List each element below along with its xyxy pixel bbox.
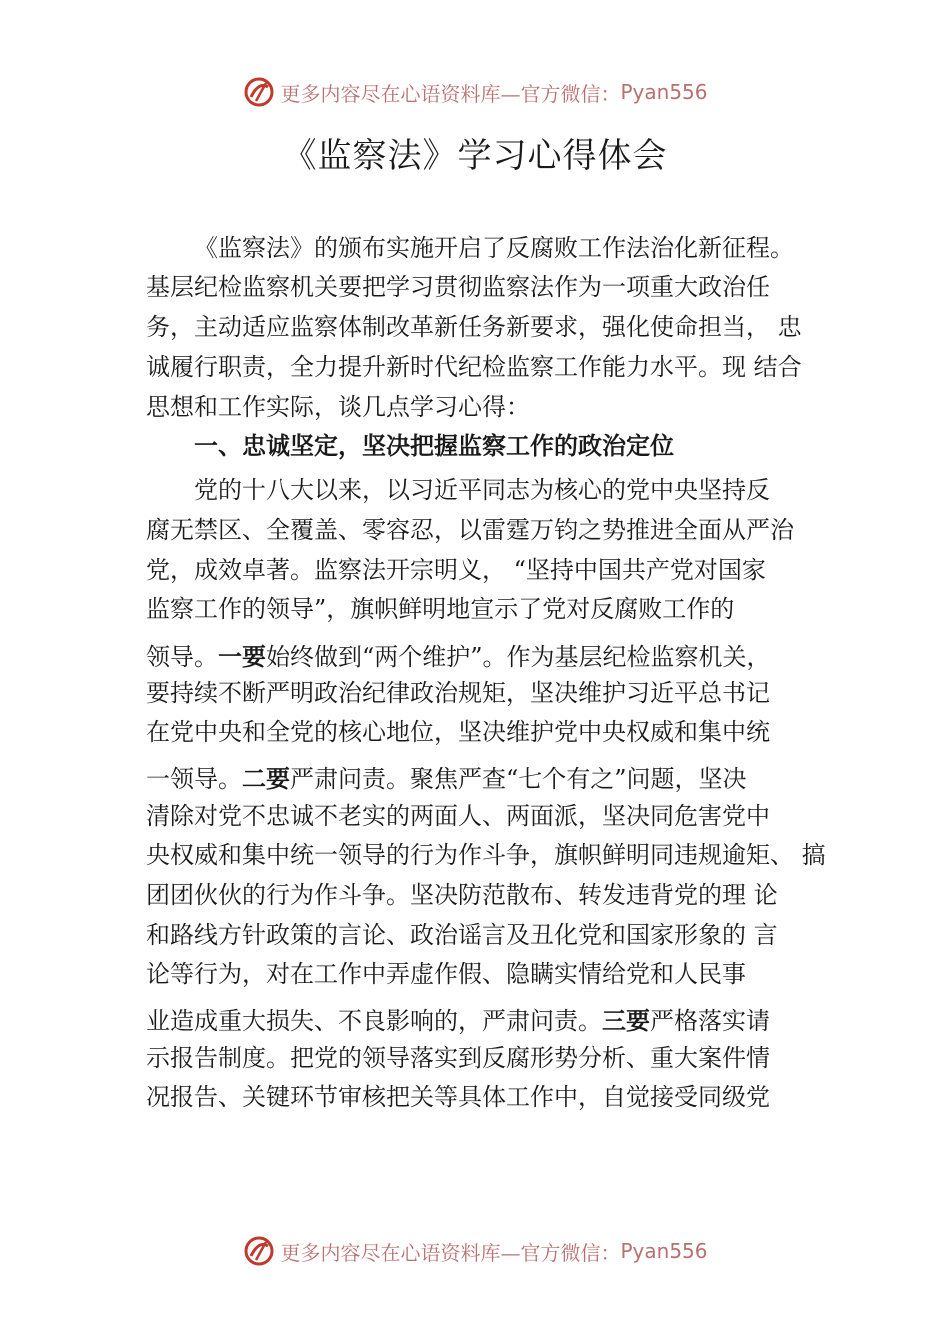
logo-icon: [242, 75, 276, 109]
paragraph-line: 清除对党不忠诚不老实的两面人、两面派，坚决同危害党中: [146, 802, 770, 830]
paragraph-line: 示报告制度。把党的领导落实到反腐形势分析、重大案件情: [146, 1044, 770, 1072]
paragraph-line: 党，成效卓著。监察法开宗明义， “坚持中国共产党对国家: [146, 556, 766, 584]
paragraph-line: 要持续不断严明政治纪律政治规矩，坚决维护习近平总书记: [146, 679, 770, 707]
paragraph-line: 监察工作的领导”，旗帜鲜明地宣示了党对反腐败工作的: [146, 595, 735, 623]
header-banner: [0, 70, 950, 114]
keyword-two: 二要: [242, 765, 290, 793]
banner-text: 更多内容尽在心语资料库—官方微信：: [280, 1240, 621, 1265]
banner-wechat-id: Pyan556: [620, 80, 708, 104]
paragraph-line: 论等行为，对在工作中弄虚作假、隐瞒实情给党和人民事: [146, 960, 746, 988]
page-title: 《监察法》学习心得体会: [282, 136, 668, 176]
paragraph-line: 业造成重大损失、不良影响的，严肃问责。三要严格落实请: [146, 1007, 770, 1035]
paragraph-line: 务，主动适应监察体制改革新任务新要求，强化使命担当， 忠: [146, 313, 802, 341]
paragraph-line: 思想和工作实际，谈几点学习心得：: [146, 393, 530, 421]
paragraph-line: 况报告、关键环节审核把关等具体工作中，自觉接受同级党: [146, 1083, 770, 1111]
banner-wechat-id: Pyan556: [620, 1239, 708, 1263]
keyword-three: 三要: [602, 1007, 650, 1035]
banner-text: 更多内容尽在心语资料库—官方微信：: [280, 81, 621, 106]
footer-banner: [0, 1229, 950, 1273]
paragraph-line: 腐无禁区、全覆盖、零容忍，以雷霆万钧之势推进全面从严治: [146, 516, 794, 544]
keyword-one: 一要: [218, 643, 266, 671]
section-heading: 一、忠诚坚定，坚决把握监察工作的政治定位: [194, 432, 674, 460]
paragraph-line: 在党中央和全党的核心地位，坚决维护党中央权威和集中统: [146, 718, 770, 746]
paragraph-line: 领导。一要始终做到“两个维护”。作为基层纪检监察机关，: [146, 643, 771, 671]
paragraph-line: 党的十八大以来，以习近平同志为核心的党中央坚持反: [194, 476, 770, 504]
paragraph-line: 和路线方针政策的言论、政治谣言及丑化党和国家形象的 言: [146, 921, 778, 949]
paragraph-line: 诚履行职责，全力提升新时代纪检监察工作能力水平。现 结合: [146, 353, 802, 381]
paragraph-line: 基层纪检监察机关要把学习贯彻监察法作为一项重大政治任: [146, 273, 770, 301]
paragraph-line: 团团伙伙的行为作斗争。坚决防范散布、转发违背党的理 论: [146, 881, 778, 909]
paragraph-line: 《监察法》的颁布实施开启了反腐败工作法治化新征程。: [194, 234, 794, 262]
logo-icon: [242, 1234, 276, 1268]
paragraph-line: 央权威和集中统一领导的行为作斗争，旗帜鲜明同违规逾矩、 搞: [146, 841, 826, 869]
paragraph-line: 一领导。二要严肃问责。聚焦严查“七个有之”问题，坚决: [146, 765, 747, 793]
